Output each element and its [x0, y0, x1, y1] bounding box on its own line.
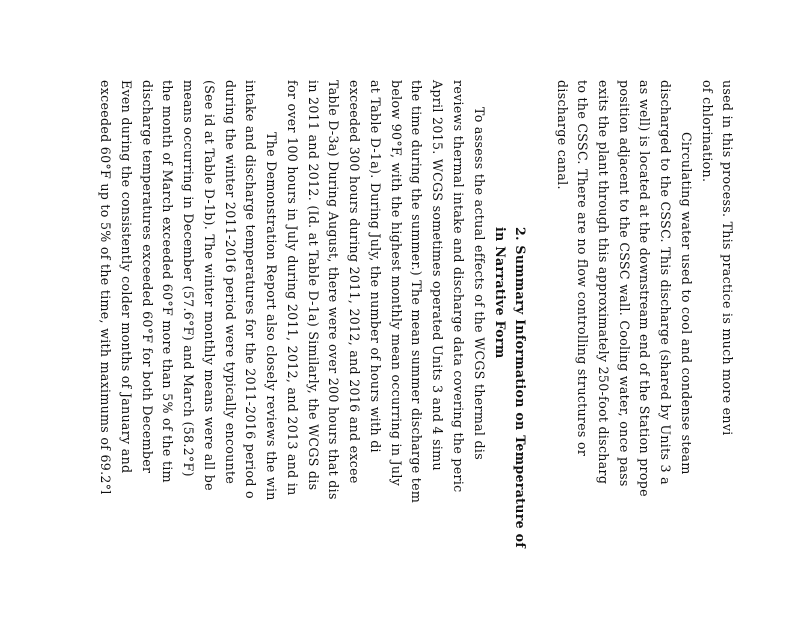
section-heading: in Narrative Form	[493, 227, 508, 359]
text-line: discharge canal.	[555, 80, 570, 190]
text-line: the time during the summer.) The mean summer discharge tem	[409, 80, 424, 504]
text-line: of chlorination.	[700, 80, 715, 183]
text-line: April 2015. WCGS sometimes operated Units 3 and 4 simu	[430, 80, 445, 471]
text-line: exceeded 60°F up to 5% of the time, with maximums of 69.2°l	[98, 80, 113, 495]
rotated-document-page	[97, 80, 737, 618]
text-line: intake and discharge temperatures for the 2011-2016 period o	[243, 80, 258, 499]
text-line: discharge temperatures exceeded 60°F for both December	[140, 80, 155, 474]
text-line: below 90°F, with the highest monthly mean occurring in July	[389, 80, 404, 487]
text-line: the month of March exceeded 60°F more than 5% of the tim	[160, 80, 175, 483]
text-line: Circulating water used to cool and condense steam	[679, 132, 694, 475]
text-line: position adjacent to the CSSC wall. Cooling water, once pass	[617, 80, 632, 487]
text-line: reviews thermal intake and discharge data covering the peric	[451, 80, 466, 493]
text-line: at Table D-1a). During July, the number of hours with di	[368, 80, 383, 453]
text-line: To assess the actual effects of the WCGS thermal dis	[472, 107, 487, 460]
text-line: Even during the consistently colder months of January and	[119, 80, 134, 474]
text-line: to the CSSC. There are no flow controlling structures or	[575, 80, 590, 457]
text-line: The Demonstration Report also closely reviews the win	[264, 132, 279, 501]
section-heading: 2. Summary Information on Temperature of	[513, 227, 528, 549]
text-line: for over 100 hours in July during 2011, 2012, and 2013 and in	[285, 80, 300, 496]
text-line: in 2011 and 2012. (Id. at Table D-1a) Similarly, the WCGS dis	[306, 80, 321, 491]
text-line: exits the plant through this approximately 250-foot discharg	[596, 80, 611, 485]
text-line: (See id at Table D-1b). The winter monthly means were all be	[202, 80, 217, 491]
text-line: exceeded 300 hours during 2011, 2012, and 2016 and excee	[347, 80, 362, 484]
text-line: discharged to the CSSC. This discharge (shared by Units 3 a	[658, 80, 673, 485]
text-line: means occurring in December (57.6°F) and March (58.2°F)	[181, 80, 196, 477]
text-line: during the winter 2011-2016 period were typically encounte	[223, 80, 238, 485]
text-line: used in this process. This practice is much more envi	[720, 80, 735, 436]
text-line: as well) is located at the downstream end of the Station prope	[637, 80, 652, 497]
text-line: Table D-3a) During August, there were over 200 hours that dis	[326, 80, 341, 500]
